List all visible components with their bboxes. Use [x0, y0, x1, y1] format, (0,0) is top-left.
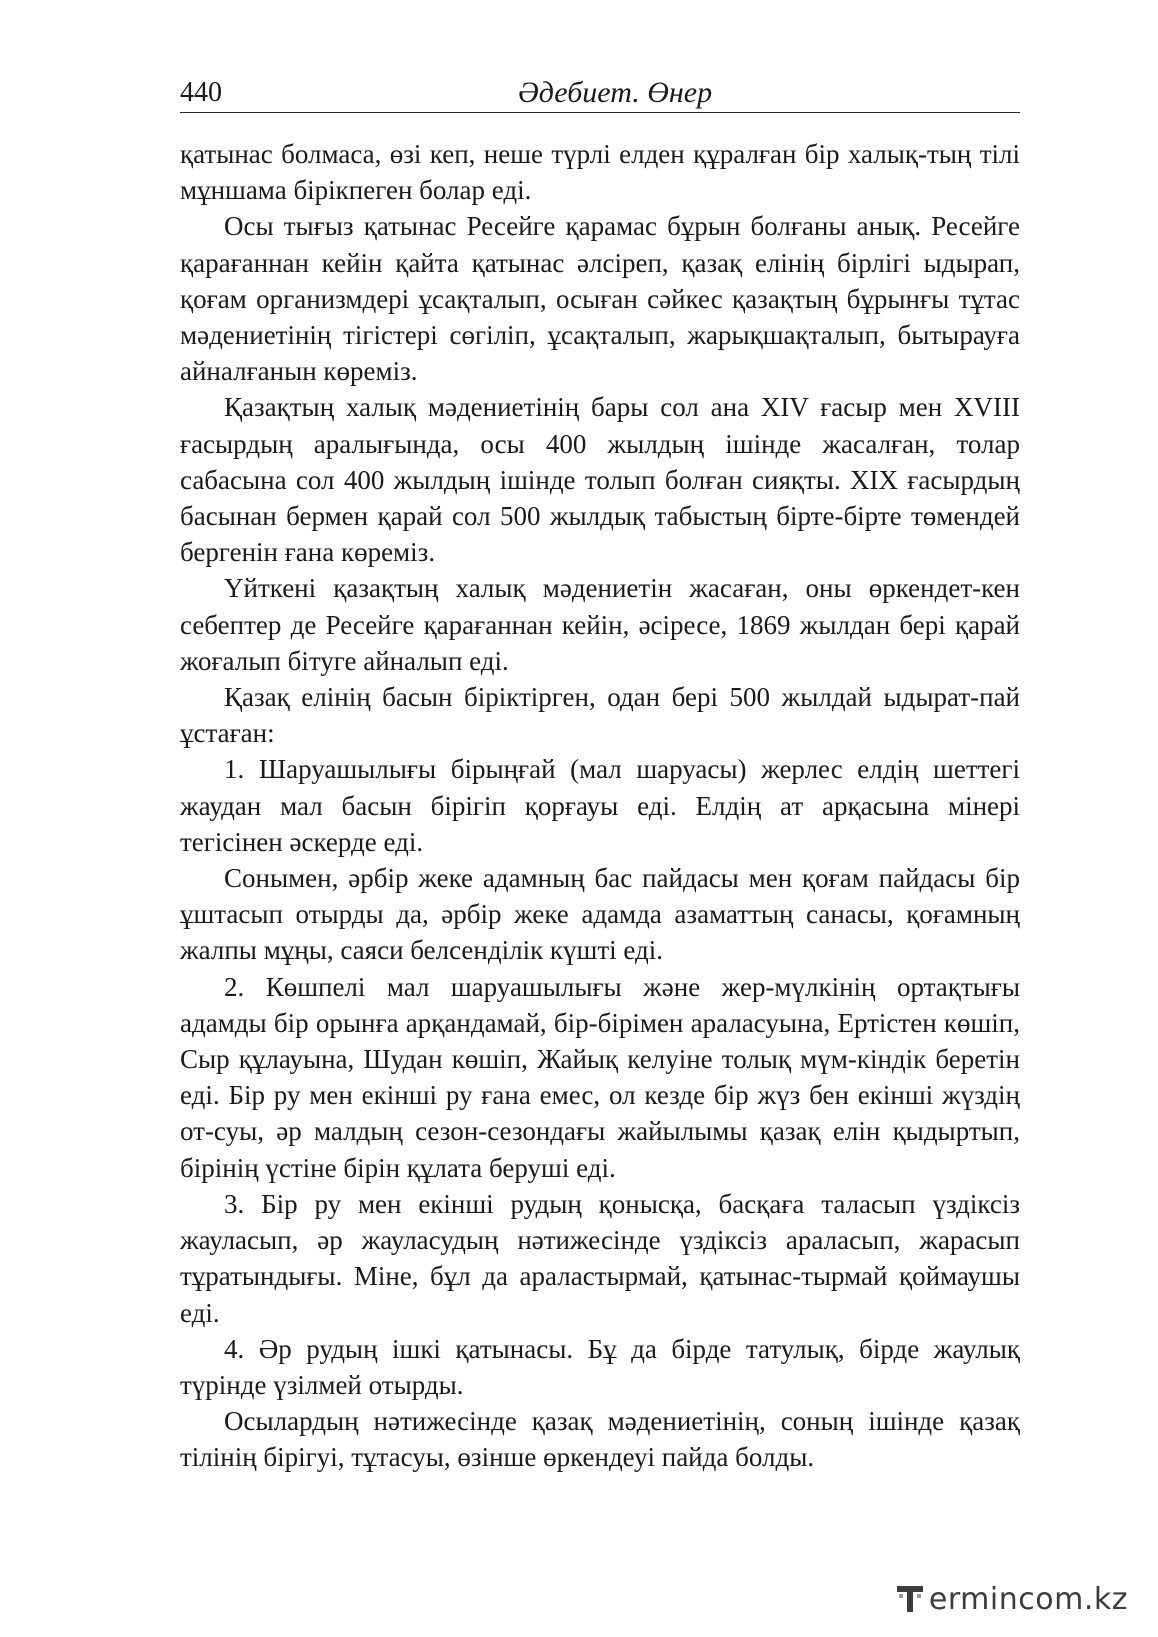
- body-text: [180, 136, 1020, 1476]
- paragraph: қатынас болмаса, өзі кеп, неше түрлі елден құралған бір халық-тың тілі мұншама бірікпеген болар еді.: [180, 139, 1020, 206]
- paragraph: Осы тығыз қатынас Ресейге қарамас бұрын болғаны анық. Ресейге қарағаннан кейін қайта қатынас әлсіреп, қазақ елінің бірлігі ыдырап, қоғам организмдері ұсақталып, осыған сәйкес қазақтың бұрынғы тұтас мәдениетінің тігістері сөгіліп, ұсақталып, жарықшақталып, бытырауға айналғанын көреміз.: [180, 211, 1020, 387]
- paragraph: 3. Бір ру мен екінші рудың қонысқа, басқаға таласып үздіксіз жауласып, әр жауласудың нәтижесінде үздіксіз араласып, жарасып тұратындығы. Міне, бұл да араластырмай, қатынас-тырмай қоймаушы еді.: [180, 1188, 1020, 1328]
- paragraph: Қазақ елінің басын біріктірген, одан бері 500 жылдай ыдырат-пай ұстаған:: [180, 682, 1020, 749]
- paragraph: 2. Көшпелі мал шаруашылығы және жер-мүлкінің ортақтығы адамды бір орынға арқандамай, бір-бірімен араласуына, Ертістен көшіп, Сыр құлауына, Шудан көшіп, Жайық келуіне толық мүм-кіндік беретін еді. Бір ру мен екінші ру ғана емес, ол кезде бір жүз бен екінші жүздің от-суы, әр малдың сезон-сезондағы жайылымы қазақ елін қыдыртып, бірінің үстіне бірін құлата беруші еді.: [180, 971, 1020, 1183]
- paragraph: Осылардың нәтижесінде қазақ мәдениетінің, соның ішінде қазақ тілінің бірігуі, тұтасуы, өзінше өркендеуі пайда болды.: [180, 1406, 1020, 1473]
- watermark-text: ermincom.kz: [928, 1581, 1128, 1617]
- page-number: 440: [180, 77, 222, 108]
- page-header: [180, 76, 1020, 113]
- paragraph: 1. Шаруашылығы бірыңғай (мал шаруасы) жерлес елдің шеттегі жаудан мал басын бірігіп қорғауы еді. Елдің ат арқасына мінері тегісінен әскерде еді.: [180, 754, 1020, 857]
- paragraph: Үйткені қазақтың халық мәдениетін жасаған, оны өркендет-кен себептер де Ресейге қарағаннан кейін, әсіресе, 1869 жылдан бері қарай жоғалып бітуге айналып еді.: [180, 573, 1020, 676]
- watermark-logo: [897, 1579, 1128, 1619]
- termincom-logo-icon: [897, 1582, 927, 1616]
- paragraph: 4. Әр рудың ішкі қатынасы. Бұ да бірде татулық, бірде жаулық түрінде үзілмей отырды.: [180, 1333, 1020, 1400]
- paragraph: Сонымен, әрбір жеке адамның бас пайдасы мен қоғам пайдасы бір ұштасып отырды да, әрбір жеке адамда азаматтың санасы, қоғамның жалпы мұңы, саяси белсенділік күшті еді.: [180, 863, 1020, 966]
- paragraph: Қазақтың халық мәдениетінің бары сол ана XIV ғасыр мен XVIII ғасырдың аралығында, осы 400 жылдың ішінде жасалған, толар сабасына сол 400 жылдың ішінде толып болған сияқты. XIX ғасырдың басынан бермен қарай сол 500 жылдық табыстың бірте-бірте төмендей бергенін ғана көреміз.: [180, 392, 1020, 568]
- running-title: Әдебиет. Өнер: [517, 76, 713, 109]
